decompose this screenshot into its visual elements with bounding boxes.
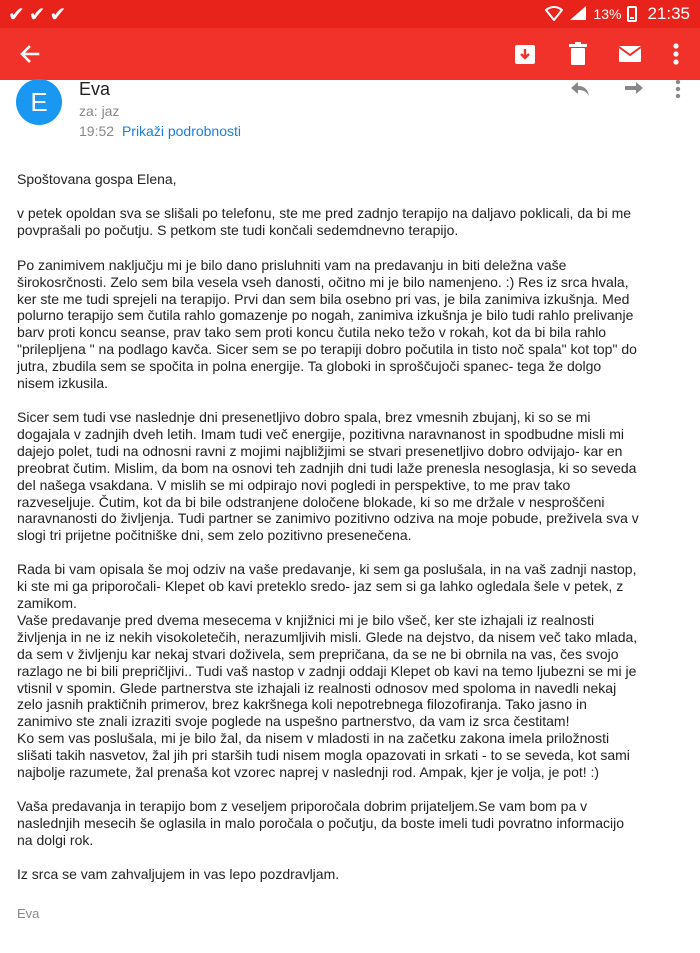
signal-icon (569, 5, 587, 24)
status-bar (0, 0, 700, 28)
notification-icons (8, 2, 70, 27)
sender-avatar[interactable]: E (16, 79, 62, 125)
back-arrow-icon[interactable] (16, 40, 44, 68)
body-paragraph: Rada bi vam opisala še moj odziv na vaše predavanje, ki sem ga poslušala, in na vaš zadnji nastop, ki ste mi ga priporočali- Klepet ob kavi preteklo sredo- jaz sem si ga lahko ogledala šele v petek, z zamikom. Vaše predavanje pred dvema mesecema v knjižnici mi je bilo všeč, ker ste izhajali iz realnosti življenja in ne iz nekih visokoletečih, nerazumljivih misli. Glede na dejstvo, da nisem več tako mlada, da sem v življenju kar nekaj stvari doživela, sem prepričana, da se ne bi obrnila na vas, čes svojo razlago ne bi bili prepričljivi.. Tudi vaš nastop v zadnji oddaji Klepet ob kavi na temo ljubezni se mi je vtisnil v spomin. Glede partnerstva ste izhajali iz realnosti odnosov med spoloma in navedli nekaj zelo jasnih praktičnih primerov, brez kakršnega koli nepotrebnega filozofiranja. Tako jasno in zanimivo ste znali izraziti svoje poglede na uspešno partnerstvo, da vam iz srca čestitam! Ko sem vas poslušala, mi je bilo žal, da nisem v mladosti in na začetku zakona imela priložnosti slišati takih nasvetov, žal jih pri starših tudi nisem mogla opazovati in srkati - to se seveda, kot sami najbolje razumete, žal prenaša kot vzorec naprej v naslednji rod. Ampak, kjer je volja, je pot! :) (17, 561, 638, 781)
archive-icon[interactable] (511, 40, 539, 68)
mail-icon[interactable] (616, 40, 644, 68)
check-icon: ✔ (49, 4, 71, 26)
body-paragraph: v petek opoldan sva se slišali po telefonu, ste me pred zadnjo terapijo na daljavo poklicali, da bi me povprašali po počutju. S petkom ste tudi končali sedemdnevno terapijo. (17, 204, 632, 238)
received-time: 19:52 (79, 123, 115, 139)
body-paragraph: Vaša predavanja in terapijo bom z veseljem priporočala dobrim prijateljem.Se vam bom pa v naslednjih mesecih še oglasila in malo poročala o počutju, da boste imeli tudi povratno informacijo na dolgi rok. (17, 798, 625, 848)
closing: Iz srca se vam zahvaljujem in vas lepo pozdravljam. (17, 865, 340, 882)
signature: Eva (17, 906, 40, 921)
clock: 21:35 (647, 4, 690, 23)
check-icon: ✔ (28, 4, 50, 26)
check-icon: ✔ (8, 4, 29, 26)
email-body (17, 171, 697, 883)
more-vert-icon[interactable] (666, 40, 686, 68)
body-paragraph: Po zanimivem naključju mi je bilo dano prisluhniti vam na predavanju in biti deležna vaše širokosrčnosti. Zelo sem bila vesela vseh danosti, očitno mi je bilo namenjeno. :) Res iz srca hvala, ker ste me tudi sprejeli na terapijo. Prvi dan sem bila osebno pri vas, je bila zanimiva izkušnja. Med polurno terapijo sem čutila rahlo gomazenje po nogah, zanimiva izkušnja je bilo tudi rahlo prelivanje barv proti koncu seanse, prav tako sem proti koncu čutila neko težo v rokah, kot da bi bila rahlo "prilepljena " na podlago kavča. Sicer sem se po terapiji dobro počutila in tisto noč spala" kot top" do jutra, zbudila sem se spočita in polna energije. Ta globoki in sproščujoči spanec- tega že dolgo nisem izkusila. (17, 256, 637, 392)
battery-percent: 13% (593, 6, 622, 22)
body-paragraph: Sicer sem tudi vse naslednje dni presenetljivo dobro spala, brez vmesnih zbujanj, ki so se mi dogajala v zadnjih dveh letih. Imam tudi več energije, pozitivna naravnanost in spodbudne misli mi dajejo polet, tudi na odnosni ravni z mojimi najbližjimi se stvari presenetljivo dobro odvijajo- kar en preobrat čutim. Mislim, da bom na osnovi teh zadnjih dni tudi laže prenesla nesoglasja, ki so seveda del našega vsakdana. V mislih se mi odpirajo novi pogledi in perspektive, to me prav tako razveseljuje. Čutim, kot da bi bile odstranjene določene blokade, ki so me držale v nesproščeni naravnanosti do življenja. Tudi partner se zanimivo pozitivno odziva na moje pobude, preživela sva v slogi tri prijetne počitniške dni, sem zelo pozitivno presenečena. (17, 408, 639, 544)
more-vert-icon[interactable] (670, 77, 686, 101)
sender-name: Eva (79, 79, 111, 99)
greeting: Spoštovana gospa Elena, (17, 171, 177, 187)
reply-icon[interactable] (568, 77, 592, 101)
show-details-link[interactable]: Prikaži podrobnosti (121, 123, 241, 139)
time-line (79, 123, 241, 139)
battery-icon (627, 6, 637, 22)
recipient-line: za: jaz (79, 103, 120, 119)
wifi-icon (545, 5, 563, 24)
forward-icon[interactable] (622, 77, 646, 101)
delete-icon[interactable] (564, 40, 592, 68)
app-toolbar (0, 28, 700, 80)
